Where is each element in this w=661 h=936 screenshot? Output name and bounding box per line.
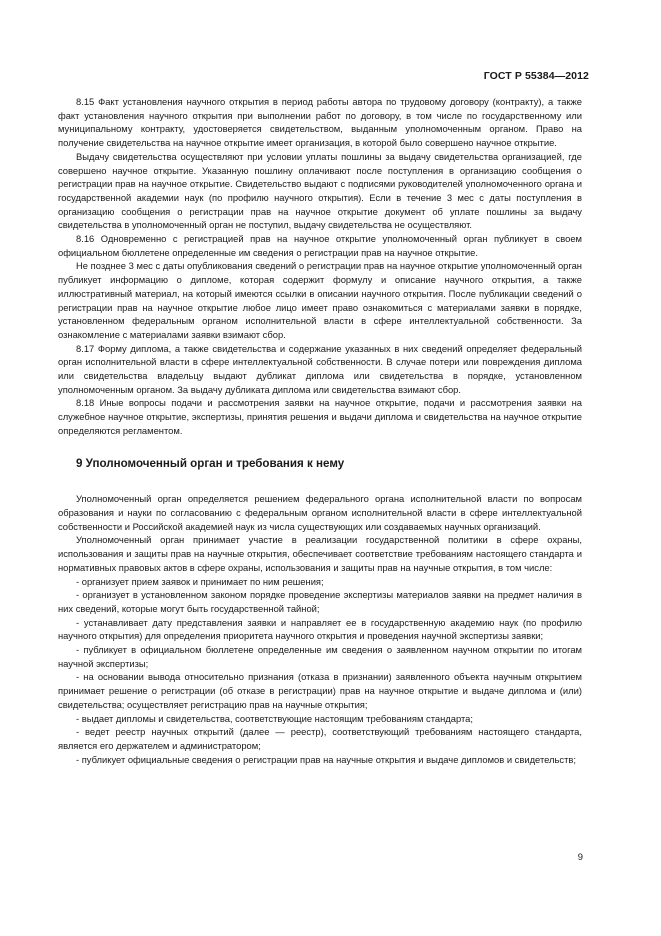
list-item: - выдает дипломы и свидетельства, соответствующие настоящим требованиям стандарта; xyxy=(76,712,474,724)
page-body xyxy=(58,95,582,766)
paragraph-authority-duties: Уполномоченный орган принимает участие в реализации государственной политики в сфере охраны, использования и защиты прав на научные открытия, обеспечивает соответствие требованиям настоящего стандарта и нормативных правовых актов в сфере охраны, использования и защиты прав на научные открытия, в том числе: xyxy=(58,534,582,573)
list-item: - организует в установленном законом порядке проведение экспертизы материалов заявки на предмет наличия в них сведений, которые могут быть государственной тайной; xyxy=(58,589,582,614)
paragraph-8-15: 8.15 Факт установления научного открытия в период работы автора по трудовому договору (контракту), а также факт установления научного открытия при выполнении работ по договору, в том числе по государственному или муниципальному контракту, удостоверяется свидетельством, выданным уполномоченным органом. Право на получение свидетельства на научное открытие имеет организация, в которой было совершено научное открытие. xyxy=(58,96,582,149)
page-number: 9 xyxy=(577,851,583,862)
list-item: - на основании вывода относительно признания (отказа в признании) заявленного объекта научным открытием принимает решение о регистрации (об отказе в регистрации) прав на научное открытие и выдаче диплома и (или) свидетельства; осуществляет регистрацию прав на научные открытия; xyxy=(58,671,582,710)
paragraph-diploma-publication: Не позднее 3 мес с даты опубликования сведений о регистрации прав на научное открытие уполномоченный орган публикует информацию о дипломе, которая содержит формулу и описание научного открытия, а также иллюстративный материал, на который имеются ссылки в описании научного открытия. После публикации сведений о регистрации прав на научное открытие любое лицо имеет право ознакомиться с материалами заявки в порядке, установленном федеральным органом исполнительной власти в сфере интеллектуальной собственности. За ознакомление с материалами заявки взимают сбор. xyxy=(58,260,582,340)
list-item: - публикует в официальном бюллетене определенные им сведения о заявленном научном открытии по итогам научной экспертизы; xyxy=(58,644,582,669)
paragraph-8-17: 8.17 Форму диплома, а также свидетельства и содержание указанных в них сведений определяет федеральный орган исполнительной власти в сфере интеллектуальной собственности. В случае потери или повреждения диплома или свидетельства владельцу выдают дубликат диплома или свидетельства в порядке, установленном уполномоченным органом. За выдачу дубликата диплома или свидетельства взимают сбор. xyxy=(58,342,582,395)
list-item: - организует прием заявок и принимает по ним решения; xyxy=(76,575,324,587)
section-heading: 9 Уполномоченный орган и требования к нему xyxy=(76,456,345,470)
list-item: - ведет реестр научных открытий (далее — реестр), соответствующий требованиям настоящего стандарта, является его держателем и администратором; xyxy=(58,726,582,751)
list-item: - устанавливает дату представления заявки и направляет ее в государственную академию наук (по профилю научного открытия) для определения приоритета научного открытия и проведения научной экспертизы заявки; xyxy=(58,616,582,642)
document-header: ГОСТ Р 55384—2012 xyxy=(483,70,589,82)
paragraph-8-16: 8.16 Одновременно с регистрацией прав на научное открытие уполномоченный орган публикует в своем официальном бюллетене определенные им сведения о регистрации прав на научное открытие. xyxy=(58,233,582,258)
paragraph-authority-definition: Уполномоченный орган определяется решением федерального органа исполнительной власти по вопросам образования и науки по согласованию с федеральным органом исполнительной власти в сфере интеллектуальной собственности и Российской академией наук из числа существующих или создаваемых научных организаций. xyxy=(58,493,582,532)
paragraph-certificate-fee: Выдачу свидетельства осуществляют при условии уплаты пошлины за выдачу свидетельства организацией, где совершено научное открытие. Указанную пошлину оплачивают после поступления в организацию сообщения о регистрации прав на научное открытие. Свидетельство выдают с подписями руководителей уполномоченного органа и государственной академии наук (по профилю научного открытия). Если в течение 3 мес с даты поступления в организацию сообщения о регистрации прав на научное открытие документ об уплате пошлины за выдачу свидетельства в уполномоченный орган не поступил, выдачу свидетельства не осуществляют. xyxy=(58,150,582,231)
list-item: - публикует официальные сведения о регистрации прав на научные открытия и выдаче дипломов и свидетельств; xyxy=(76,753,576,765)
paragraph-8-18: 8.18 Иные вопросы подачи и рассмотрения заявки на научное открытие, подачи и рассмотрения заявки на служебное научное открытие, экспертизы, принятия решения и выдачи диплома и свидетельства на научное открытие определяются регламентом. xyxy=(58,397,582,436)
